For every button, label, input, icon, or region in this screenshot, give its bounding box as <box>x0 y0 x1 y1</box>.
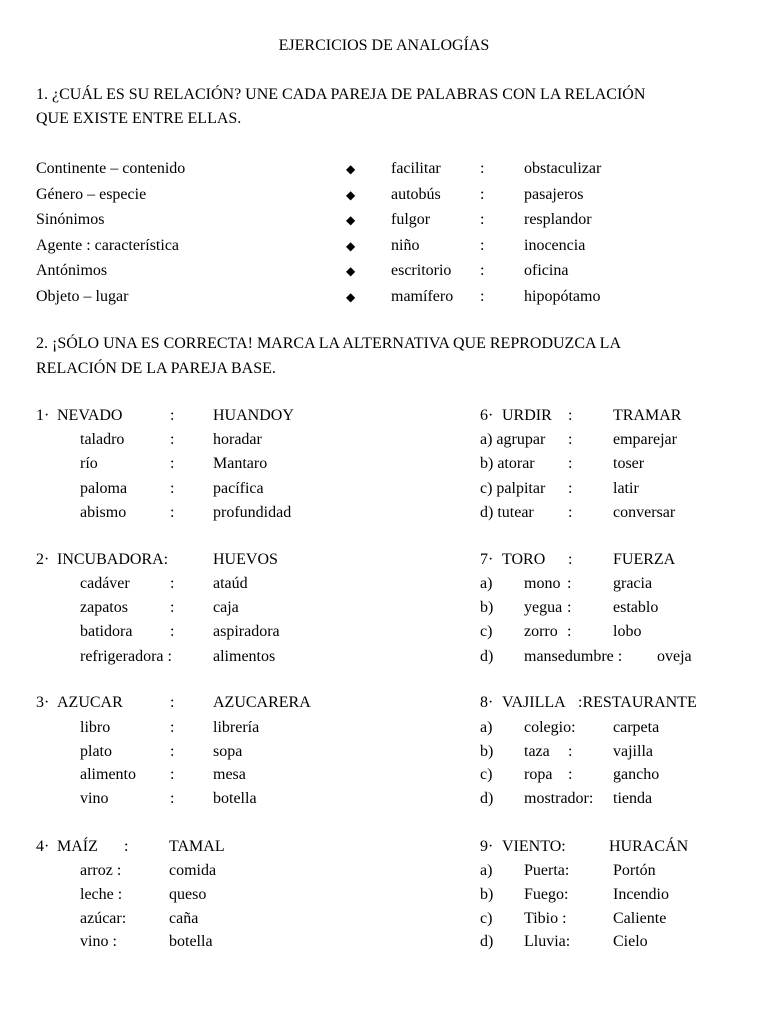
option-separator: : <box>170 455 175 472</box>
base-word-b: TRAMAR <box>613 407 682 424</box>
option-letter: b) <box>480 599 494 616</box>
option-separator: : <box>170 766 175 783</box>
option-letter: d) <box>480 933 494 950</box>
option-b-word: botella <box>169 933 213 950</box>
exercise-number: 2· <box>36 551 50 568</box>
relation-item: Sinónimos <box>36 211 105 228</box>
option-b-word: aspiradora <box>213 623 280 640</box>
exercise-number: 7· <box>480 551 494 568</box>
pair-right-word: oficina <box>524 262 569 279</box>
exercise-number: 4· <box>36 838 50 855</box>
option-b-word: horadar <box>213 431 262 448</box>
bullet-icon: ◆ <box>346 213 356 227</box>
base-separator: : <box>124 838 129 855</box>
base-word-a: VIENTO: <box>502 838 566 855</box>
pair-right-word: inocencia <box>524 237 586 254</box>
option-b-word: Cielo <box>613 933 648 950</box>
base-word-a: VAJILLA <box>502 694 566 711</box>
option-b-word: Caliente <box>613 910 667 927</box>
exercise-number: 1· <box>36 407 50 424</box>
option-b-word: queso <box>169 886 207 903</box>
option-b-word: alimentos <box>213 648 276 665</box>
option-letter: d) <box>480 648 494 665</box>
option-b-word: lobo <box>613 623 642 640</box>
bullet-icon: ◆ <box>346 290 356 304</box>
option-a-word: c) palpitar <box>480 480 546 497</box>
exercise-number: 8· <box>480 694 494 711</box>
option-letter: b) <box>480 743 494 760</box>
option-a-word: taza <box>524 743 550 760</box>
option-a-word: zorro <box>524 623 558 640</box>
exercise-number: 3· <box>36 694 50 711</box>
option-b-word: oveja <box>657 648 692 665</box>
option-a-word: taladro <box>80 431 125 448</box>
option-b-word: carpeta <box>613 719 660 736</box>
option-a-word: batidora <box>80 623 133 640</box>
option-letter: c) <box>480 623 493 640</box>
option-b-word: mesa <box>213 766 246 783</box>
option-separator: : <box>567 623 572 640</box>
option-a-word: ropa <box>524 766 553 783</box>
option-letter: d) <box>480 790 494 807</box>
pair-right-word: hipopótamo <box>524 288 601 305</box>
option-b-word: ataúd <box>213 575 248 592</box>
option-b-word: vajilla <box>613 743 653 760</box>
option-separator: : <box>170 599 175 616</box>
option-a-word: mansedumbre : <box>524 648 623 665</box>
option-a-word: arroz : <box>80 862 122 879</box>
option-b-word: Portón <box>613 862 656 879</box>
option-a-word: Tibio : <box>524 910 567 927</box>
option-separator: : <box>170 719 175 736</box>
option-a-word: yegua <box>524 599 563 616</box>
option-separator: : <box>170 743 175 760</box>
pair-separator: : <box>480 237 485 254</box>
option-separator: : <box>170 623 175 640</box>
pair-right-word: resplandor <box>524 211 592 228</box>
exercise-number: 9· <box>480 838 494 855</box>
base-word-b: HUANDOY <box>213 407 294 424</box>
option-separator: : <box>170 790 175 807</box>
base-word-a: AZUCAR <box>57 694 123 711</box>
base-separator: : <box>170 407 175 424</box>
section2-heading-line1: 2. ¡SÓLO UNA ES CORRECTA! MARCA LA ALTERNATIVA QUE REPRODUZCA LA <box>36 335 621 352</box>
option-a-word: zapatos <box>80 599 128 616</box>
option-a-word: azúcar: <box>80 910 127 927</box>
option-b-word: gracia <box>613 575 653 592</box>
bullet-icon: ◆ <box>346 188 356 202</box>
pair-right-word: obstaculizar <box>524 160 602 177</box>
pair-left-word: niño <box>391 237 420 254</box>
option-b-word: profundidad <box>213 504 292 521</box>
pair-left-word: fulgor <box>391 211 431 228</box>
base-word-b: AZUCARERA <box>213 694 311 711</box>
option-a-word: alimento <box>80 766 136 783</box>
option-separator: : <box>568 480 573 497</box>
option-a-word: cadáver <box>80 575 130 592</box>
option-b-word: pacífica <box>213 480 264 497</box>
option-a-word: paloma <box>80 480 128 497</box>
option-a-word: plato <box>80 743 112 760</box>
option-b-word: gancho <box>613 766 660 783</box>
relation-item: Agente : característica <box>36 237 180 254</box>
option-b-word: botella <box>213 790 257 807</box>
option-a-word: Puerta: <box>524 862 570 879</box>
relation-item: Género – especie <box>36 186 147 203</box>
section2-heading-line2: RELACIÓN DE LA PAREJA BASE. <box>36 360 276 377</box>
relation-item: Antónimos <box>36 262 108 279</box>
option-separator: : <box>568 431 573 448</box>
option-b-word: comida <box>169 862 217 879</box>
option-b-word: sopa <box>213 743 243 760</box>
base-word-a: INCUBADORA: <box>57 551 169 568</box>
option-b-word: establo <box>613 599 659 616</box>
bullet-icon: ◆ <box>346 162 356 176</box>
pair-separator: : <box>480 160 485 177</box>
option-b-word: conversar <box>613 504 676 521</box>
pair-left-word: mamífero <box>391 288 454 305</box>
option-letter: a) <box>480 719 493 736</box>
base-word-b: HURACÁN <box>609 838 689 855</box>
option-b-word: latir <box>613 480 639 497</box>
option-separator: : <box>170 575 175 592</box>
option-letter: a) <box>480 862 493 879</box>
option-a-word: Lluvia: <box>524 933 571 950</box>
pair-right-word: pasajeros <box>524 186 584 203</box>
option-separator: : <box>170 480 175 497</box>
option-b-word: caña <box>169 910 199 927</box>
pair-left-word: autobús <box>391 186 441 203</box>
pair-left-word: facilitar <box>391 160 441 177</box>
option-a-word: a) agrupar <box>480 431 546 448</box>
option-separator: : <box>567 599 572 616</box>
section1-heading-line2: QUE EXISTE ENTRE ELLAS. <box>36 110 242 127</box>
option-separator: : <box>568 455 573 472</box>
base-separator: : <box>568 551 573 568</box>
option-a-word: mostrador: <box>524 790 594 807</box>
relation-item: Continente – contenido <box>36 160 186 177</box>
section1-heading-line1: 1. ¿CUÁL ES SU RELACIÓN? UNE CADA PAREJA DE PALABRAS CON LA RELACIÓN <box>36 86 646 103</box>
bullet-icon: ◆ <box>346 239 356 253</box>
option-b-word: Incendio <box>613 886 669 903</box>
option-letter: a) <box>480 575 493 592</box>
page-title: EJERCICIOS DE ANALOGÍAS <box>278 37 490 54</box>
option-separator: : <box>568 743 573 760</box>
option-a-word: Fuego: <box>524 886 569 903</box>
pair-left-word: escritorio <box>391 262 452 279</box>
option-a-word: vino <box>80 790 109 807</box>
base-word-a: TORO <box>502 551 546 568</box>
bullet-icon: ◆ <box>346 264 356 278</box>
base-separator: : <box>170 694 175 711</box>
pair-separator: : <box>480 186 485 203</box>
option-b-word: toser <box>613 455 645 472</box>
pair-separator: : <box>480 211 485 228</box>
option-b-word: librería <box>213 719 260 736</box>
option-separator: : <box>567 575 572 592</box>
option-a-word: refrigeradora : <box>80 648 172 665</box>
option-a-word: mono <box>524 575 561 592</box>
option-separator: : <box>170 504 175 521</box>
option-separator: : <box>568 766 573 783</box>
option-letter: c) <box>480 910 493 927</box>
relation-item: Objeto – lugar <box>36 288 129 305</box>
option-letter: b) <box>480 886 494 903</box>
option-a-word: vino : <box>80 933 117 950</box>
base-separator: : <box>568 407 573 424</box>
option-letter: c) <box>480 766 493 783</box>
option-a-word: abismo <box>80 504 127 521</box>
base-word-b: FUERZA <box>613 551 676 568</box>
option-separator: : <box>170 431 175 448</box>
pair-separator: : <box>480 262 485 279</box>
base-word-b: TAMAL <box>169 838 225 855</box>
option-b-word: tienda <box>613 790 653 807</box>
base-word-b: HUEVOS <box>213 551 278 568</box>
option-a-word: libro <box>80 719 111 736</box>
base-word-a: URDIR <box>502 407 552 424</box>
option-a-word: colegio: <box>524 719 576 736</box>
pair-separator: : <box>480 288 485 305</box>
option-a-word: río <box>80 455 98 472</box>
option-a-word: d) tutear <box>480 504 534 521</box>
base-word-a: MAÍZ <box>57 838 98 855</box>
base-word-b: :RESTAURANTE <box>578 694 697 711</box>
option-separator: : <box>568 504 573 521</box>
base-word-a: NEVADO <box>57 407 123 424</box>
option-b-word: emparejar <box>613 431 677 448</box>
option-b-word: caja <box>213 599 239 616</box>
option-a-word: leche : <box>80 886 123 903</box>
exercise-number: 6· <box>480 407 494 424</box>
option-b-word: Mantaro <box>213 455 268 472</box>
option-a-word: b) atorar <box>480 455 535 472</box>
